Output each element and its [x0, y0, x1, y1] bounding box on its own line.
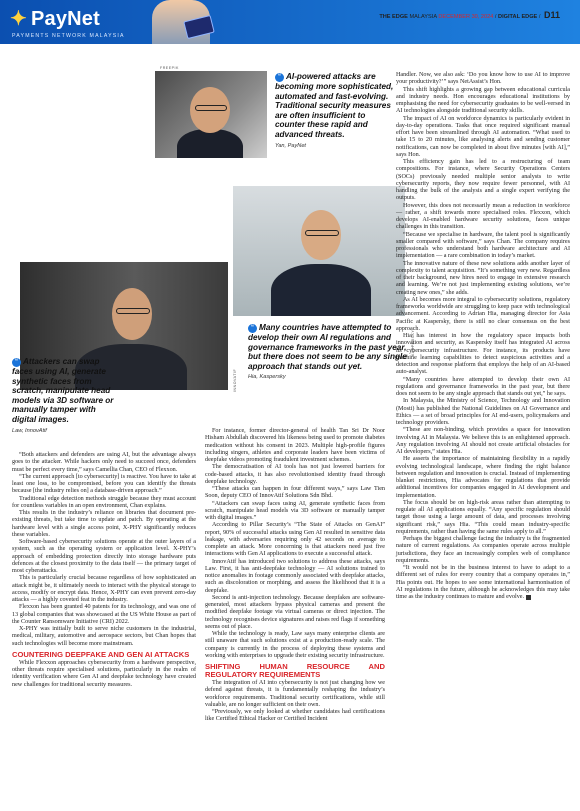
paragraph: “Because we specialise in hardware, the talent pool is significantly smaller compared with software,” says Chan. The company requires professionals who understand both hardware architecture and AI implementation — a rare combination in today’s market. [396, 231, 570, 260]
quote-icon: “ [248, 324, 257, 333]
paragraph: The innovative nature of these new solutions adds another layer of complexity to talent acquisition. “It’s something very new. Regardless of their background, new hires need to engage in extensive research and learning. We’re not just implementing existing solutions, we’re creating new ones,” she adds. [396, 260, 570, 296]
final-paragraph-text: “It would not be in the business interest to have to adapt to a different set of rules for every country that a company operates in,” Hia points out. He hopes to see some international harmonisation of AI regulations in the future, although he acknowledges this may take time as the industry continues to mature and evolve. [396, 565, 570, 600]
logo-tagline: PAYMENTS NETWORK MALAYSIA [12, 33, 125, 39]
paragraph: This is particularly crucial because regardless of how sophisticated an attack might be, it ultimately needs to interact with the physical storage to access, modify or encrypt data. Hence, X-PHY can even prevent zero-day attacks — a highly coveted feat in the industry. [12, 575, 196, 603]
photo-yan [155, 71, 267, 158]
pull-quote-hia [248, 323, 408, 380]
quote-icon: “ [12, 358, 21, 367]
section-name: DIGITAL EDGE [498, 14, 538, 20]
paragraph: While the technology is ready, Law says many enterprise clients are still unaware that such solutions exist at a production-ready scale. The company is currently in the process of deploying these systems and working with enterprises to upgrade their existing security infrastructure. [205, 631, 385, 659]
paragraph: The integration of AI into cybersecurity is not just changing how we defend against threats, it is fundamentally reshaping the industry’s workforce requirements. Traditional security certifications, while still valuable, are no longer sufficient on their own. [205, 680, 385, 708]
logo-text: PayNet [30, 8, 100, 30]
pull-quote-law [12, 357, 122, 434]
paragraph: As AI becomes more integral to cybersecurity solutions, regulatory frameworks worldwide are struggling to keep pace with technological advancement. According to Adrian Hia, managing director for Asia Pacific at Kaspersky, there is still no clear consensus on the best approach. [396, 296, 570, 332]
quote-attribution: Law, InnovAtif [12, 427, 47, 434]
paragraph: The focus should be on high-risk areas rather than attempting to regulate all AI applications equally. “Any specific regulation should target those using a large amount of data, and processes involving significant risk,” says Hia. “This could mean industry-specific requirements, rather than having the same rules apply to all.” [396, 499, 570, 535]
paragraph: X-PHY was initially built to serve niche customers in the industrial, medical, military, automotive and aerospace sectors, but Chan hopes that such technologies will become more mainstream. [12, 626, 196, 647]
paragraph: InnovAtif has introduced two solutions to address these attacks, says Law. First, it has anti-deepfake technology — AI solutions trained to notice anomalies in footage commonly associated with deepfake attacks, such as discoloration or morphing, and assess the likelihood that it is a deepfake. [205, 558, 385, 594]
paragraph: Flexxon has been granted 40 patents for its technology, and was one of 13 global companies that was showcased at the US White House as part of the Counter Ransomware Initiative (CRI) 2022. [12, 604, 196, 625]
paragraph: Handler. Now, we also ask: ‘Do you know how to use AI to improve your productivity?’” says NetAssist’s Hon. [396, 72, 570, 86]
publication-name: THE EDGE [379, 14, 408, 20]
paragraph: Traditional edge detection methods struggle because they must account for countless variables in an open environment, Chan explains. [12, 495, 196, 509]
quote-icon: “ [275, 73, 284, 82]
paragraph: “Both attackers and defenders are using AI, but the advantage always goes to the attacker. While hackers only need to succeed once, defenders must be perfect every time,” says Camellia Chan, CEO of Flexxon. [12, 452, 196, 473]
paragraph: This results in the industry’s reliance on libraries that document pre-existing threats, but take time to update and patch. By operating at the hardware level with a single access point, X-PHY significantly reduces these variables. [12, 510, 196, 538]
publication-region: MALAYSIA [409, 14, 437, 20]
paragraph: The democratisation of AI tools has not just lowered barriers for code-based attacks, it has also revolutionised identity fraud through deepfake technology. [205, 464, 385, 485]
paragraph: “Attackers can swap faces using AI, generate synthetic faces from scratch, manipulate head models via 3D software or manually tamper with digital images.” [205, 500, 385, 521]
photo-hia [233, 186, 405, 316]
quote-text: Many countries have attempted to develop their own AI regulations and governance frameworks in the past year, but there does not seem to be any single approach that stands out yet. [248, 323, 407, 371]
quote-attribution: Hia, Kaspersky [248, 374, 286, 381]
paragraph: According to Pillar Security’s “The State of Attacks on GenAI” report, 90% of successful attacks using Gen AI resulted in sensitive data leakage, with adversaries requiring only 42 seconds on average to complete an attack. More concerning is that attackers need just five interactions with Gen AI applications to execute a successful attack. [205, 522, 385, 558]
quote-text: Attackers can swap faces using AI, generate synthetic faces from scratch, manipulate head models via 3D software or manually tamper with digital images. [12, 357, 114, 424]
paragraph: However, this does not necessarily mean a reduction in workforce — rather, a shift towards more specialised roles. Flexxon, which develops AI-enabled hardware security solutions, faces unique challenges in this transition. [396, 202, 570, 231]
paragraph: While Flexxon approaches cybersecurity from a hardware perspective, other threats require specialised solutions, particularly in the realm of identity verification where Gen AI and deepfake technology have created new challenges for traditional security measures. [12, 659, 196, 688]
article-column-3 [396, 72, 570, 601]
photo-credit-mid: KASPERSKY [411, 329, 415, 356]
paragraph: Hia has interest in how the regulatory space impacts both innovation and security, as Kaspersky itself has integrated AI across its cybersecurity infrastructure. For instance, its products have machine learning capabilities to detect suspicious activities and a detection and response platform that employs the help of an AI-based auto-analyst. [396, 333, 570, 376]
quote-attribution: Yan, PayNet [275, 142, 306, 149]
page-number: D11 [543, 10, 560, 20]
paragraph: Perhaps the biggest challenge facing the industry is the fragmented nature of current regulations. As companies operate across multiple jurisdictions, they face an increasingly complex web of compliance requirements. [396, 536, 570, 564]
paragraph: “These are non-binding, which provides a space for innovation involving AI in Malaysia. We believe this is an enlightened approach. Any regulation involving AI should not create artificial obstacles for AI developers,” states Hia. [396, 427, 570, 455]
paragraph: This shift highlights a growing gap between educational curricula and industry needs. Hon encourages educational institutions by emphasising the need for cybersecurity graduates to be well-versed in AI technologies alongside traditional security skills. [396, 86, 570, 115]
paragraph: “Many countries have attempted to develop their own AI regulations and governance frameworks in the past year, but there does not seem to be any single approach that stands out yet,” he says. [396, 376, 570, 397]
paragraph [396, 565, 570, 601]
paragraph: “These attacks can happen in four different ways,” says Law Tien Soon, deputy CEO of InnovAtif Solutions Sdn Bhd. [205, 486, 385, 500]
star-icon: ✦ [10, 8, 27, 30]
subheading-deepfake: COUNTERING DEEPFAKE AND GEN AI ATTACKS [12, 649, 190, 659]
page-header: THE EDGE MALAYSIA DECEMBER 30, 2024 / DIGITAL EDGE / D11 [379, 10, 560, 20]
paragraph: “Previously, we only looked at whether candidates had certifications like Certified Ethical Hacker or Certified Incident [205, 709, 385, 723]
end-mark-icon: E [526, 595, 531, 600]
paragraph: Software-based cybersecurity solutions operate at the outer layers of a system, such as the operating system or application level. X-PHY’s approach of embedding protection directly into storage hardware puts defences at the closest proximity to the data itself — the primary target of most cyberattacks. [12, 539, 196, 574]
paynet-logo [10, 6, 100, 31]
subheading-shifting: SHIFTING HUMAN RESOURCE AND REGULATORY REQUIREMENTS [205, 662, 385, 679]
paragraph: The impact of AI on workforce dynamics is particularly evident in day-to-day operations. Tasks that once required significant manual effort have been streamlined through AI automation. “What used to take 15 to 20 minutes, like analysing alerts and sending customer notifications, can now be completed in about five minutes [with AI],” says Hon. [396, 115, 570, 158]
paragraph: Second is anti-injection technology. Because deepfakes are software-generated, most attackers bypass physical cameras and present the modified deepfake footage via virtual cameras or direct injection. The technology recognises device signatures and raises red flags if something seems out of place. [205, 594, 385, 630]
photo-credit-left: INNOVATIF [233, 368, 237, 392]
quote-text: AI-powered attacks are becoming more sophisticated, automated and fast-evolving. Traditional security measures are often insufficient to counter these rapid and advanced threats. [275, 72, 394, 139]
article-column-1 [12, 452, 196, 689]
issue-date: DECEMBER 30, 2024 [438, 14, 494, 20]
photo-credit-top: FREEPIK [160, 66, 179, 70]
article-column-2 [205, 428, 385, 724]
paragraph: He asserts the importance of maintaining flexibility in a rapidly evolving technological landscape, where finding the right balance between regulation and innovation is crucial. Instead of implementing blanket restrictions, Hia advocates for regulations that provide additional incentives for companies engaged in AI development and implementation. [396, 456, 570, 499]
paragraph: For instance, former director-general of health Tan Sri Dr Noor Hisham Abdullah discovered his likeness being used to promote diabetes medication without his consent in 2023. Multiple high-profile figures including singers, athletes and corporate leaders have been victims of deepfake videos promoting fraudulent investment schemes. [205, 428, 385, 463]
paragraph: In Malaysia, the Ministry of Science, Technology and Innovation (Mosti) has published the National Guidelines on AI Governance and Ethics — a set of broad principles for AI end-users, policymakers and technology providers. [396, 398, 570, 426]
paynet-banner [0, 0, 580, 44]
pull-quote-yan [275, 72, 395, 149]
paragraph: This efficiency gain has led to a restructuring of team compositions. For instance, where Security Operations Centers (SOCs) previously needed multiple senior analysts to write cybersecurity reports, they now require fewer personnel, with AI handling the bulk of the analysis and a single expert verifying the outputs. [396, 159, 570, 202]
paragraph: “The current approach [to cybersecurity] is reactive. You have to take at least one loss, to be compromised, before you can identify the threats because [the industry relies on] a database-driven approach.” [12, 473, 196, 495]
